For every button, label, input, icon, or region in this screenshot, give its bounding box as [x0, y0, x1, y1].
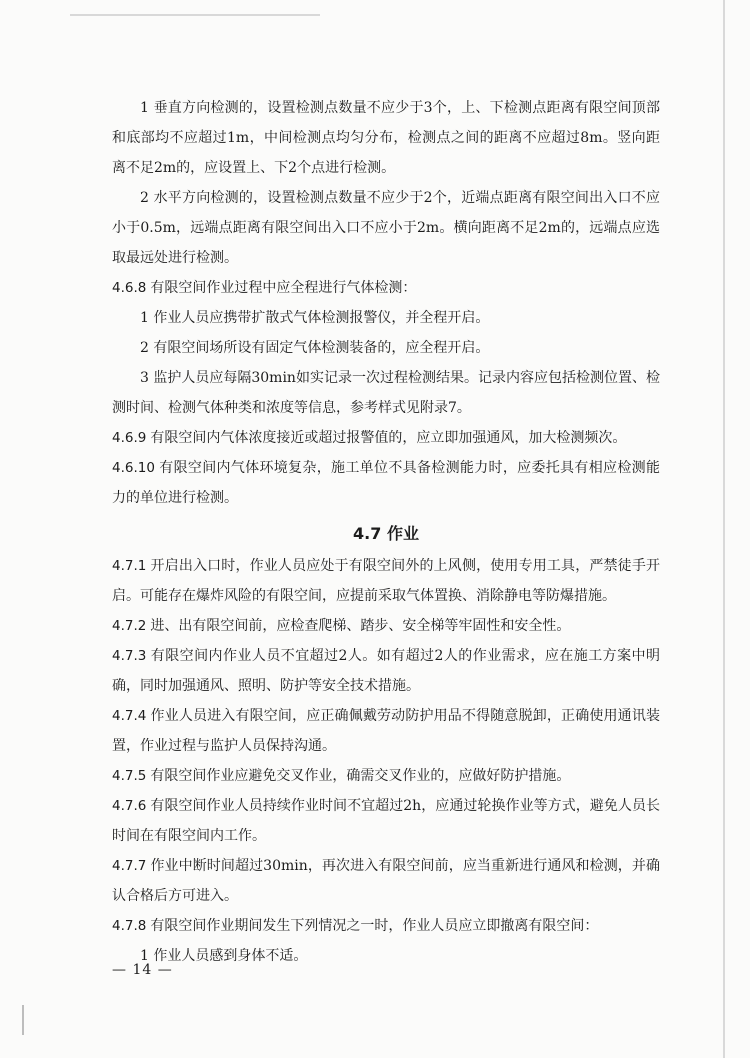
paragraph-text: 有限空间作业应避免交叉作业，确需交叉作业的，应做好防护措施。 [150, 768, 571, 784]
clause-number: 4.6.10 [112, 460, 155, 476]
paragraph-text: 有限空间内气体环境复杂，施工单位不具备检测能力时，应委托具有相应检测能力的单位进行检测。 [112, 460, 660, 506]
page-content [112, 93, 660, 971]
clause-number: 4.7.3 [112, 648, 147, 664]
paragraph-text: 1 垂直方向检测的，设置检测点数量不应少于3个，上、下检测点距离有限空间顶部和底部均不应超过1m，中间检测点均匀分布，检测点之间的距离不应超过8m。竖向距离不足2m的，应设置上、下2个点进行检测。 [112, 100, 660, 176]
list-item-paragraph [112, 93, 660, 183]
page-number: — 14 — [112, 962, 173, 978]
clause-number: 4.6.8 [112, 280, 147, 296]
list-item-paragraph [112, 941, 660, 971]
clause-paragraph [112, 791, 660, 851]
clause-number: 4.7.4 [112, 708, 147, 724]
list-item-paragraph [112, 333, 660, 363]
list-item-paragraph [112, 303, 660, 333]
section-heading: 4.7 作业 [353, 524, 419, 543]
clause-paragraph [112, 453, 660, 513]
paragraph-text: 1 作业人员感到身体不适。 [140, 948, 308, 964]
clause-block-4-6 [112, 93, 660, 513]
paragraph-text: 进、出有限空间前，应检查爬梯、踏步、安全梯等牢固性和安全性。 [150, 618, 571, 634]
paragraph-text: 有限空间内气体浓度接近或超过报警值的，应立即加强通风，加大检测频次。 [150, 430, 627, 446]
clause-paragraph [112, 423, 660, 453]
clause-paragraph [112, 851, 660, 911]
clause-paragraph [112, 273, 660, 303]
clause-number: 4.7.7 [112, 858, 147, 874]
list-item-paragraph [112, 363, 660, 423]
paragraph-text: 3 监护人员应每隔30min如实记录一次过程检测结果。记录内容应包括检测位置、检测时间、检测气体种类和浓度等信息，参考样式见附录7。 [112, 370, 660, 416]
paragraph-text: 作业中断时间超过30min，再次进入有限空间前，应当重新进行通风和检测，并确认合格后方可进入。 [112, 858, 660, 904]
paragraph-text: 作业人员进入有限空间，应正确佩戴劳动防护用品不得随意脱卸，正确使用通讯装置，作业过程与监护人员保持沟通。 [112, 708, 660, 754]
clause-paragraph [112, 551, 660, 611]
clause-paragraph [112, 761, 660, 791]
clause-paragraph [112, 611, 660, 641]
clause-paragraph [112, 641, 660, 701]
scan-edge-top [70, 14, 320, 16]
paragraph-text: 开启出入口时，作业人员应处于有限空间外的上风侧，使用专用工具，严禁徒手开启。可能存在爆炸风险的有限空间，应提前采取气体置换、消除静电等防爆措施。 [112, 558, 660, 604]
clause-number: 4.7.5 [112, 768, 147, 784]
scan-edge-right [723, 0, 725, 1058]
clause-number: 4.6.9 [112, 430, 147, 446]
clause-block-4-7 [112, 551, 660, 971]
paragraph-text: 2 水平方向检测的，设置检测点数量不应少于2个，近端点距离有限空间出入口不应小于0.5m，远端点距离有限空间出入口不应小于2m。横向距离不足2m的，远端点应选取最远处进行检测。 [112, 190, 660, 266]
scan-edge-left [22, 1005, 24, 1035]
paragraph-text: 有限空间作业人员持续作业时间不宜超过2h，应通过轮换作业等方式，避免人员长时间在有限空间内工作。 [112, 798, 660, 844]
paragraph-text: 2 有限空间场所设有固定气体检测装备的，应全程开启。 [140, 340, 490, 356]
paragraph-text: 1 作业人员应携带扩散式气体检测报警仪，并全程开启。 [140, 310, 490, 326]
clause-number: 4.7.8 [112, 918, 147, 934]
list-item-paragraph [112, 183, 660, 273]
clause-number: 4.7.2 [112, 618, 147, 634]
paragraph-text: 有限空间内作业人员不宜超过2人。如有超过2人的作业需求，应在施工方案中明确，同时加强通风、照明、防护等安全技术措施。 [112, 648, 660, 694]
paragraph-text: 有限空间作业过程中应全程进行气体检测： [150, 280, 417, 296]
clause-number: 4.7.6 [112, 798, 147, 814]
clause-number: 4.7.1 [112, 558, 147, 574]
clause-paragraph [112, 911, 660, 941]
clause-paragraph [112, 701, 660, 761]
paragraph-text: 有限空间作业期间发生下列情况之一时，作业人员应立即撤离有限空间： [150, 918, 599, 934]
